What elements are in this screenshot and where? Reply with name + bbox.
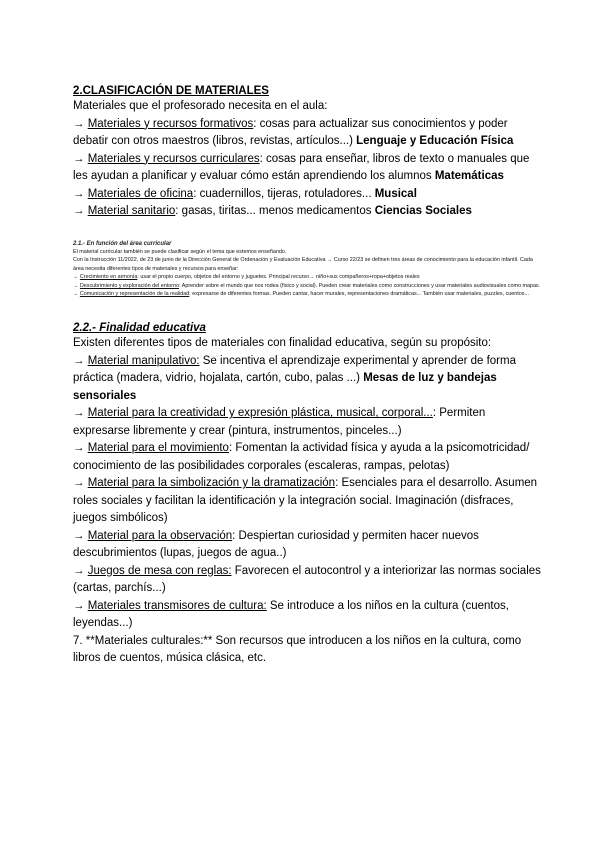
footer-item: 7. **Materiales culturales:** Son recursos que introducen a los niños en la cultura, como libros de cuentos, música clásica, etc. bbox=[73, 634, 522, 665]
item-label: Juegos de mesa con reglas: bbox=[87, 564, 232, 577]
section-intro: Materiales que el profesorado necesita en el aula: bbox=[73, 100, 328, 112]
list-item bbox=[73, 282, 543, 291]
arrow-icon: → bbox=[73, 187, 85, 200]
item-text: : gasas, tiritas... menos medicamentos bbox=[175, 205, 375, 217]
item-example: Mesas de luz y bandejas sensoriales bbox=[73, 372, 497, 402]
item-label: Crecimiento en armonía bbox=[79, 274, 138, 281]
item-text: : expresarse de diferentes formas. Pueden cantar, hacer murales, representaciones dramáticas... También usar materiales, puzzles, cuentos... bbox=[189, 291, 529, 298]
item-subject: Lenguaje y Educación Física bbox=[356, 135, 514, 147]
item-label: Descubrimiento y exploración del entorno bbox=[79, 282, 180, 289]
arrow-icon: → bbox=[73, 274, 79, 281]
list-item bbox=[73, 116, 543, 151]
item-text: : Permiten expresarse libremente y crear (pintura, instrumentos, pinceles...) bbox=[73, 407, 486, 437]
list-item bbox=[73, 528, 543, 563]
list-item bbox=[73, 273, 543, 282]
list-item bbox=[73, 151, 543, 186]
section-title-text: Finalidad educativa bbox=[99, 322, 206, 335]
arrow-icon: → bbox=[73, 282, 79, 289]
list-item bbox=[73, 475, 543, 528]
item-text: : Aprender sobre el mundo que nos rodea (físico y social). Pueden crear materiales como construcciones y usar materiales audiovisuales como mapas. bbox=[179, 282, 541, 289]
section-title: 2.CLASIFICACIÓN DE MATERIALES bbox=[73, 85, 269, 97]
arrow-icon: → bbox=[73, 117, 85, 130]
item-text: : Despiertan curiosidad y permiten hacer nuevos descubrimientos (lupas, juegos de agua..) bbox=[73, 529, 479, 560]
item-label: Material para la simbolización y la dramatización bbox=[87, 477, 336, 490]
arrow-icon: → bbox=[73, 477, 85, 490]
item-label: Material manipulativo: bbox=[87, 354, 200, 367]
arrow-icon: → bbox=[73, 152, 85, 165]
document-page bbox=[73, 84, 543, 668]
arrow-icon: → bbox=[73, 205, 85, 217]
list-item bbox=[73, 353, 543, 406]
item-label: Material para la creatividad y expresión plástica, musical, corporal... bbox=[87, 407, 433, 420]
item-text: : Esenciales para el desarrollo. Asumen roles sociales y facilitan la identificación y la integración social. Imaginación (disfraces, juegos simbólicos) bbox=[73, 477, 538, 525]
item-label: Material para la observación bbox=[87, 529, 233, 542]
item-text: : usar el propio cuerpo, objetos del entorno y juguetes. Principal recurso→ niño+sus compañeros+ropa+objetos reales bbox=[137, 274, 420, 281]
item-text: Favorecen el autocontrol y a interiorizar las normas sociales (cartas, parchís...) bbox=[73, 564, 541, 595]
list-item bbox=[73, 563, 543, 598]
list-item bbox=[73, 290, 543, 299]
subsection-text: El material curricular también se puede clasificar según el tema que estemos enseñando. bbox=[73, 248, 287, 255]
item-label: Material sanitario bbox=[87, 205, 176, 217]
item-text: : cosas para actualizar sus conocimientos y poder debatir con otros maestros (libros, revistas, artículos...) bbox=[73, 117, 508, 147]
arrow-icon: → bbox=[73, 529, 85, 542]
item-text: : Fomentan la actividad física y ayuda a la psicomotricidad/ conocimiento de las posibilidades corporales (escaleras, rampas, pelotas) bbox=[73, 442, 530, 472]
arrow-icon: → bbox=[73, 407, 85, 420]
item-label: Material para el movimiento bbox=[87, 442, 229, 455]
item-text: : cuadernillos, tijeras, rotuladores... bbox=[193, 187, 375, 200]
arrow-icon: → bbox=[73, 442, 85, 455]
arrow-icon: → bbox=[73, 564, 85, 577]
item-subject: Matemáticas bbox=[434, 170, 504, 182]
list-item bbox=[73, 186, 543, 204]
arrow-icon: → bbox=[73, 599, 85, 612]
item-label: Materiales transmisores de cultura: bbox=[87, 599, 267, 612]
list-item bbox=[73, 440, 543, 475]
item-subject: Musical bbox=[374, 187, 417, 200]
item-text: Se introduce a los niños en la cultura (cuentos, leyendas...) bbox=[73, 599, 509, 630]
item-label: Comunicación y representación de la realidad bbox=[79, 291, 190, 298]
arrow-icon: → bbox=[73, 354, 85, 367]
section-number: 2.2.- bbox=[73, 322, 100, 335]
list-item bbox=[73, 405, 543, 440]
subsection-text: Con la Instrucción 11/2022, de 23 de junio de la Dirección General de Ordenación y Evaluación Educativa → Curso 22/23 se definen tres áreas de conocimiento para la educación infantil. Cada área necesita diferentes tipos de materiales y recursos para enseñar: bbox=[73, 257, 533, 272]
section-intro: Existen diferentes tipos de materiales con finalidad educativa, según su propósito: bbox=[73, 337, 492, 350]
subsection-heading: 2.1.- En función del área curricular bbox=[73, 240, 172, 247]
item-label: Materiales y recursos curriculares bbox=[87, 152, 260, 165]
item-text: Se incentiva el aprendizaje experimental y aprender de forma práctica (madera, vidrio, hojalata, cartón, cubo, palas ...) bbox=[73, 354, 516, 385]
curricular-area-section bbox=[73, 240, 543, 300]
list-item bbox=[73, 203, 543, 221]
item-subject: Ciencias Sociales bbox=[374, 205, 472, 217]
item-label: Materiales de oficina bbox=[87, 187, 194, 200]
arrow-icon: → bbox=[73, 291, 79, 298]
list-item bbox=[73, 598, 543, 633]
item-text: : cosas para enseñar, libros de texto o manuales que les ayudan a planificar y evaluar cómo están aprendiendo los alumnos bbox=[73, 152, 530, 182]
item-label: Materiales y recursos formativos bbox=[87, 117, 254, 130]
section-title bbox=[73, 321, 543, 335]
